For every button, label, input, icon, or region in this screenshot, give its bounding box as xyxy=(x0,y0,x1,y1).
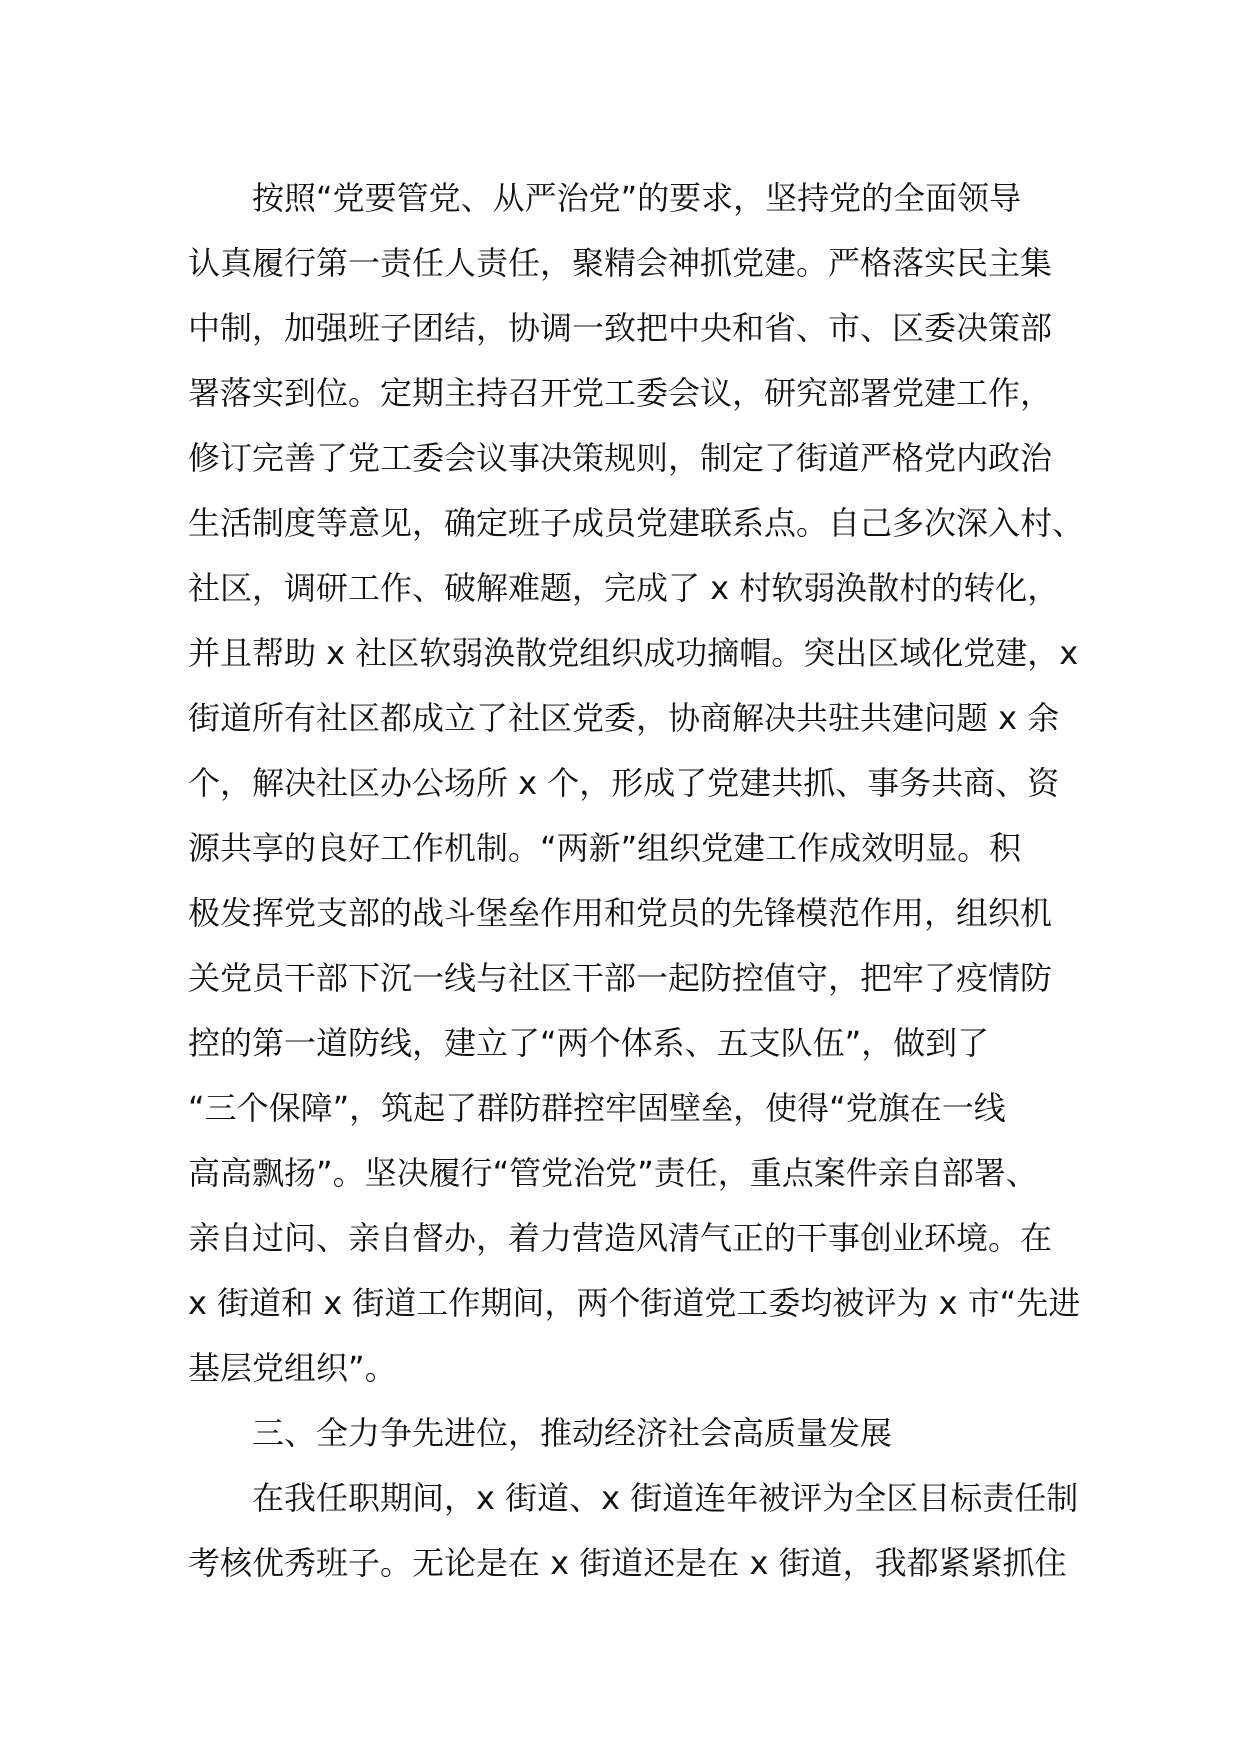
paragraph-line: 基层党组织”。 xyxy=(188,1349,397,1387)
paragraph-line: 生活制度等意见，确定班子成员党建联系点。自己多次深入村、 xyxy=(188,504,1085,542)
paragraph-line: 控的第一道防线，建立了“两个体系、五支队伍”，做到了 xyxy=(188,1024,990,1062)
paragraph-line: 街道所有社区都成立了社区党委，协商解决共驻共建问题 x 余 xyxy=(188,699,1060,737)
paragraph-line: x 街道和 x 街道工作期间，两个街道党工委均被评为 x 市“先进 xyxy=(188,1284,1081,1322)
paragraph-line: 关党员干部下沉一线与社区干部一起防控值守，把牢了疫情防 xyxy=(188,959,1053,997)
paragraph-line: 修订完善了党工委会议事决策规则，制定了街道严格党内政治 xyxy=(188,439,1053,477)
paragraph-line: 源共享的良好工作机制。“两新”组织党建工作成效明显。积 xyxy=(188,829,1022,867)
paragraph-line: 个，解决社区办公场所 x 个，形成了党建共抓、事务共商、资 xyxy=(188,764,1060,802)
paragraph-line: 认真履行第一责任人责任，聚精会神抓党建。严格落实民主集 xyxy=(188,244,1053,282)
paragraph-line: 在我任职期间，x 街道、x 街道连年被评为全区目标责任制 xyxy=(252,1479,1079,1517)
paragraph-line: 亲自过问、亲自督办，着力营造风清气正的干事创业环境。在 xyxy=(188,1219,1053,1257)
paragraph-line: 并且帮助 x 社区软弱涣散党组织成功摘帽。突出区域化党建，x xyxy=(188,634,1079,672)
paragraph-line: 社区，调研工作、破解难题，完成了 x 村软弱涣散村的转化， xyxy=(188,569,1060,607)
paragraph-line: 按照“党要管党、从严治党”的要求，坚持党的全面领导 xyxy=(252,179,1022,217)
document-body xyxy=(188,166,1085,1596)
paragraph-line: 高高飘扬”。坚决履行“管党治党”责任，重点案件亲自部署、 xyxy=(188,1154,1038,1192)
paragraph-line: 极发挥党支部的战斗堡垒作用和党员的先锋模范作用，组织机 xyxy=(188,894,1053,932)
paragraph-line: 中制，加强班子团结，协调一致把中央和省、市、区委决策部 xyxy=(188,309,1053,347)
paragraph-line: 署落实到位。定期主持召开党工委会议，研究部署党建工作， xyxy=(188,374,1053,412)
section-heading: 三、全力争先进位，推动经济社会高质量发展 xyxy=(252,1414,893,1452)
paragraph-line: “三个保障”，筑起了群防群控牢固壁垒，使得“党旗在一线 xyxy=(188,1089,1006,1127)
paragraph-line: 考核优秀班子。无论是在 x 街道还是在 x 街道，我都紧紧抓住 xyxy=(188,1544,1067,1582)
